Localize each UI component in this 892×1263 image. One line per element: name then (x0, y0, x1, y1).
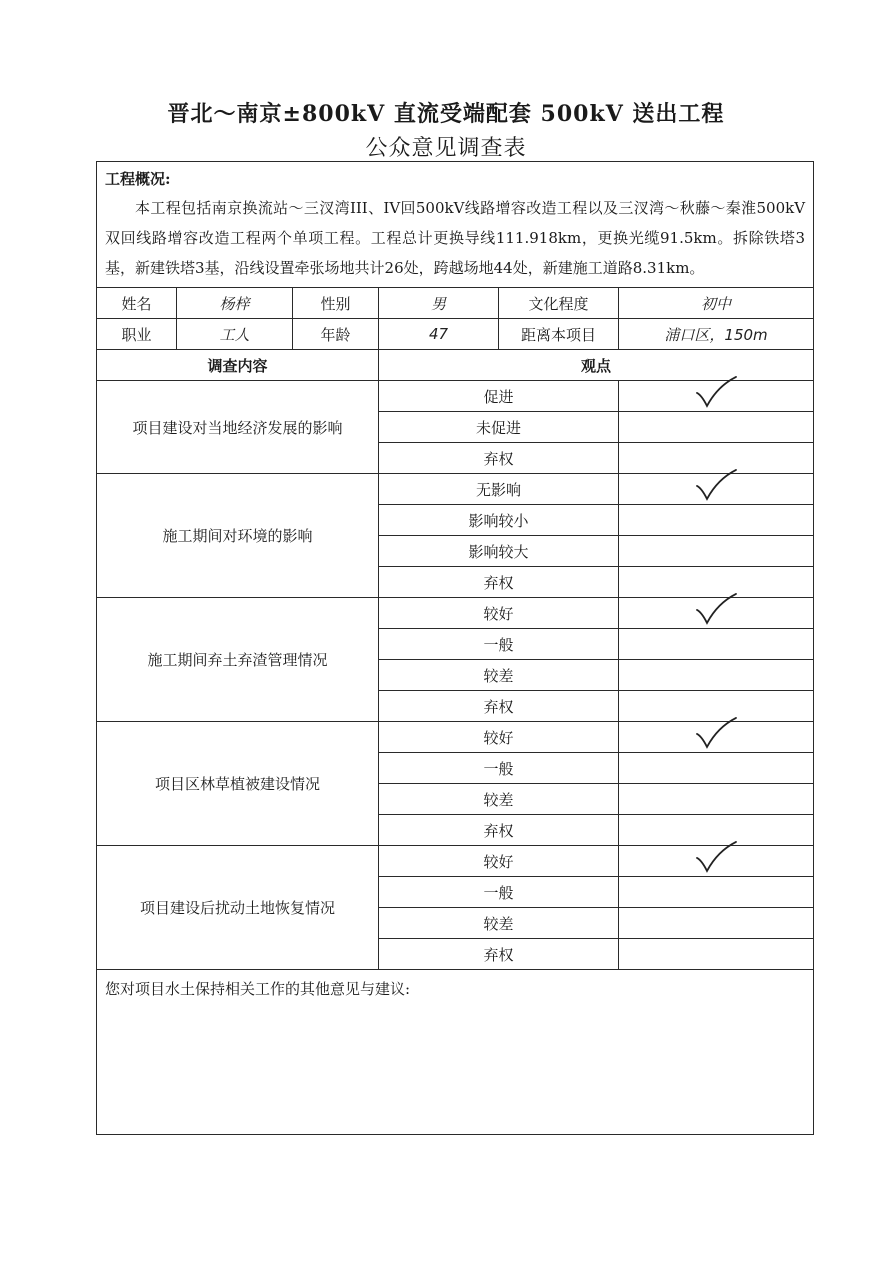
age-value[interactable]: 47 (379, 319, 499, 350)
option-label: 影响较大 (379, 536, 619, 567)
table-row (97, 846, 814, 877)
option-label: 弃权 (379, 443, 619, 474)
occupation-label: 职业 (97, 319, 177, 350)
opinion-header: 观点 (379, 350, 814, 381)
distance-value[interactable]: 浦口区，150m (619, 319, 814, 350)
table-row (97, 381, 814, 412)
option-label: 弃权 (379, 939, 619, 970)
name-label: 姓名 (97, 288, 177, 319)
option-check-cell[interactable] (619, 412, 814, 443)
question-topic: 施工期间弃土弃渣管理情况 (97, 598, 379, 722)
distance-label: 距离本项目 (499, 319, 619, 350)
overview-text: 本工程包括南京换流站～三汊湾III、IV回500kV线路增容改造工程以及三汊湾～秋藤～秦淮500kV双回线路增容改造工程两个单项工程。工程总计更换导线111.918km，更换光缆91.5km。拆除铁塔3基，新建铁塔3基，沿线设置牵张场地共计26处，跨越场地44处，新建施工道路8.31km。 (105, 199, 806, 277)
option-label: 弃权 (379, 815, 619, 846)
option-label: 较好 (379, 846, 619, 877)
option-check-cell[interactable] (619, 784, 814, 815)
question-topic: 施工期间对环境的影响 (97, 474, 379, 598)
page-subtitle: 公众意见调查表 (365, 136, 527, 161)
gender-label: 性别 (293, 288, 379, 319)
page-title: 晋北～南京±800kV 直流受端配套 500kV 送出工程 (167, 101, 725, 127)
option-label: 促进 (379, 381, 619, 412)
option-check-cell[interactable] (619, 722, 814, 753)
remarks-label: 您对项目水土保持相关工作的其他意见与建议: (105, 980, 411, 998)
option-label: 较差 (379, 784, 619, 815)
option-label: 影响较小 (379, 505, 619, 536)
project-overview (97, 162, 814, 288)
option-check-cell[interactable] (619, 939, 814, 970)
remarks-field[interactable] (97, 970, 814, 1135)
checkmark-icon (694, 592, 738, 626)
option-label: 无影响 (379, 474, 619, 505)
occupation-value[interactable]: 工人 (177, 319, 293, 350)
checkmark-icon (694, 375, 738, 409)
option-label: 较好 (379, 722, 619, 753)
option-check-cell[interactable] (619, 474, 814, 505)
option-label: 弃权 (379, 691, 619, 722)
option-check-cell[interactable] (619, 908, 814, 939)
survey-form (96, 161, 814, 1135)
option-check-cell[interactable] (619, 536, 814, 567)
table-row (97, 598, 814, 629)
option-check-cell[interactable] (619, 877, 814, 908)
option-label: 一般 (379, 877, 619, 908)
table-row (97, 474, 814, 505)
question-topic: 项目区林草植被建设情况 (97, 722, 379, 846)
option-check-cell[interactable] (619, 505, 814, 536)
option-label: 较差 (379, 660, 619, 691)
option-check-cell[interactable] (619, 846, 814, 877)
survey-content-header: 调查内容 (97, 350, 379, 381)
option-label: 一般 (379, 753, 619, 784)
option-check-cell[interactable] (619, 629, 814, 660)
name-value[interactable]: 杨梓 (177, 288, 293, 319)
option-check-cell[interactable] (619, 381, 814, 412)
option-label: 未促进 (379, 412, 619, 443)
education-value[interactable]: 初中 (619, 288, 814, 319)
table-row (97, 722, 814, 753)
option-label: 一般 (379, 629, 619, 660)
option-label: 较差 (379, 908, 619, 939)
option-check-cell[interactable] (619, 660, 814, 691)
checkmark-icon (694, 468, 738, 502)
question-topic: 项目建设对当地经济发展的影响 (97, 381, 379, 474)
option-check-cell[interactable] (619, 753, 814, 784)
overview-heading: 工程概况: (105, 170, 171, 188)
checkmark-icon (694, 840, 738, 874)
gender-value[interactable]: 男 (379, 288, 499, 319)
question-topic: 项目建设后扰动土地恢复情况 (97, 846, 379, 970)
age-label: 年龄 (293, 319, 379, 350)
option-label: 弃权 (379, 567, 619, 598)
option-check-cell[interactable] (619, 598, 814, 629)
education-label: 文化程度 (499, 288, 619, 319)
checkmark-icon (694, 716, 738, 750)
option-label: 较好 (379, 598, 619, 629)
